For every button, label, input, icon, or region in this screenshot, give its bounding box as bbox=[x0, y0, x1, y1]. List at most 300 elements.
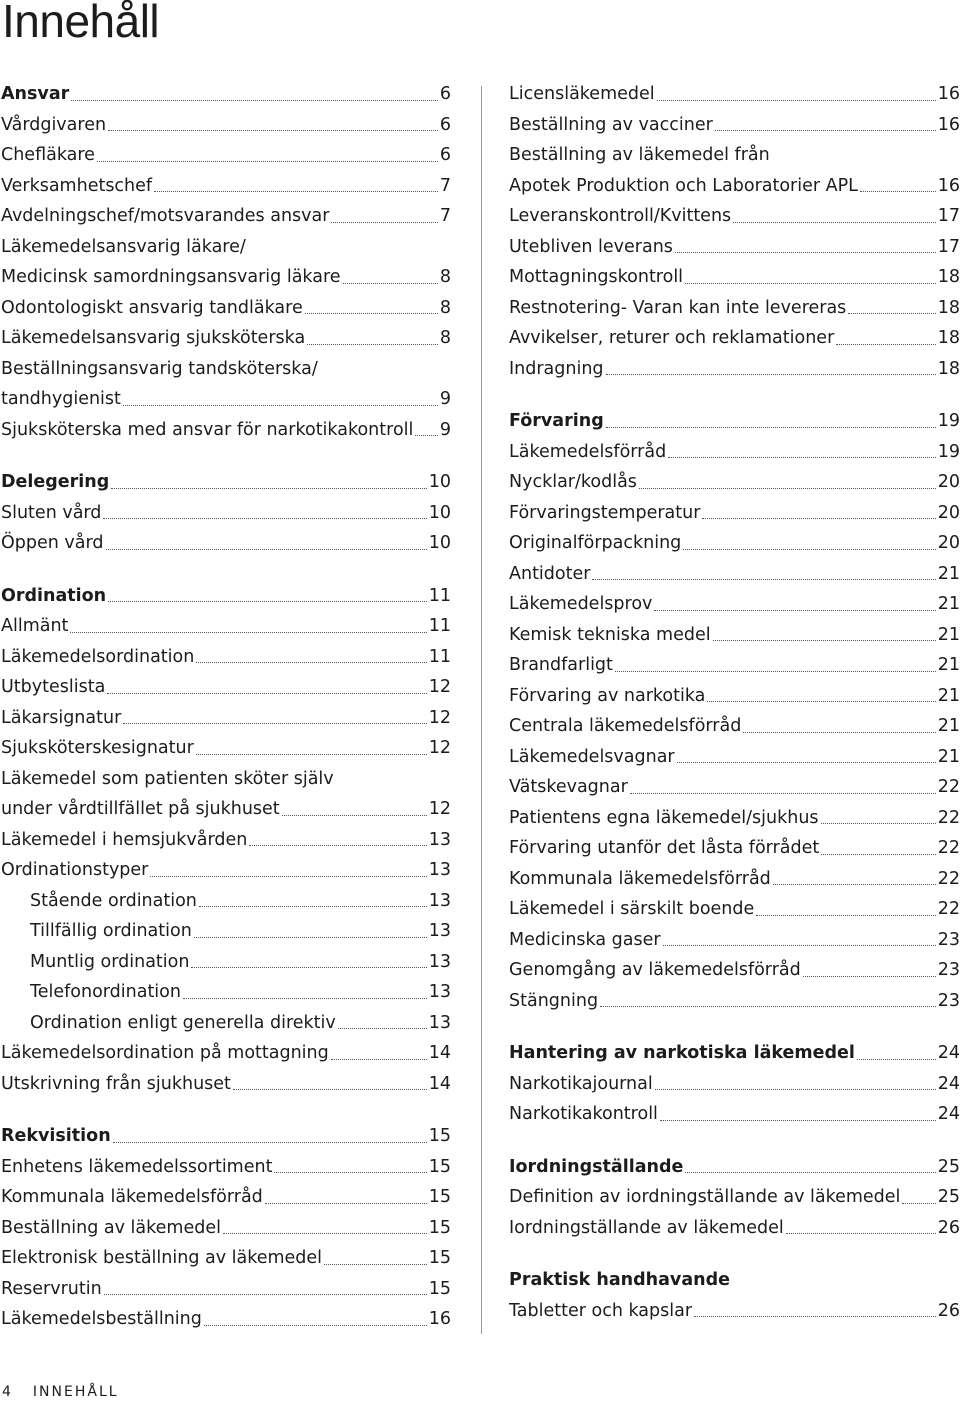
toc-dot-leader bbox=[773, 884, 936, 885]
toc-dot-leader bbox=[113, 1142, 427, 1143]
section-gap bbox=[1, 559, 451, 581]
toc-entry-title: Förvaring utanför det låsta förrådet bbox=[509, 838, 820, 858]
toc-page-number: 13 bbox=[428, 921, 451, 941]
toc-dot-leader bbox=[694, 1316, 936, 1317]
toc-entry[interactable] bbox=[509, 1213, 960, 1244]
toc-entry-title: Brandfarligt bbox=[509, 655, 613, 675]
toc-page-number: 9 bbox=[439, 389, 451, 409]
toc-section-heading[interactable] bbox=[509, 1038, 960, 1069]
toc-page-number: 16 bbox=[428, 1309, 451, 1329]
toc-entry[interactable] bbox=[509, 864, 960, 895]
toc-entry-title: Verksamhetschef bbox=[1, 175, 153, 196]
toc-entry-title: Förvaring av narkotika bbox=[509, 685, 706, 706]
toc-entry-title: Läkemedelsansvarig läkare/ bbox=[1, 236, 246, 257]
toc-entry-title: Öppen vård bbox=[1, 533, 104, 553]
toc-entry[interactable] bbox=[509, 620, 960, 651]
toc-dot-leader bbox=[194, 937, 427, 938]
toc-entry-title: Kommunala läkemedelsförråd bbox=[509, 868, 771, 889]
toc-entry-title: Beställning av vacciner bbox=[509, 114, 713, 135]
toc-entry[interactable] bbox=[509, 925, 960, 956]
toc-dot-leader bbox=[821, 854, 936, 855]
toc-page-number: 18 bbox=[937, 297, 960, 318]
toc-dot-leader bbox=[307, 344, 438, 345]
toc-entry-title: Läkemedelsförråd bbox=[509, 441, 667, 462]
toc-entry-title-continued: tandhygienist bbox=[1, 389, 121, 409]
toc-entry[interactable] bbox=[1, 323, 451, 354]
toc-page-number: 21 bbox=[937, 624, 960, 645]
toc-entry[interactable] bbox=[509, 262, 960, 293]
toc-dot-leader bbox=[715, 130, 936, 131]
toc-entry-title: Hantering av narkotiska läkemedel bbox=[509, 1043, 855, 1063]
toc-entry[interactable] bbox=[509, 833, 960, 864]
toc-dot-leader bbox=[702, 518, 935, 519]
toc-dot-leader bbox=[675, 252, 936, 253]
toc-page-number: 13 bbox=[428, 951, 451, 972]
toc-page-number: 10 bbox=[428, 502, 451, 523]
toc-page-number: 18 bbox=[937, 328, 960, 348]
toc-entry-title: Muntlig ordination bbox=[30, 951, 190, 972]
toc-page-number: 13 bbox=[428, 860, 451, 880]
toc-entry-title: Patientens egna läkemedel/sjukhus bbox=[509, 807, 819, 828]
toc-entry[interactable] bbox=[509, 1182, 960, 1213]
toc-entry[interactable] bbox=[509, 650, 960, 681]
toc-entry[interactable] bbox=[509, 110, 960, 141]
toc-entry[interactable] bbox=[509, 140, 960, 201]
toc-dot-leader bbox=[660, 1120, 936, 1121]
toc-entry-title: Chefläkare bbox=[1, 145, 95, 165]
toc-entry[interactable] bbox=[509, 986, 960, 1017]
toc-entry-title-continued: Apotek Produktion och Laboratorier APL bbox=[509, 175, 858, 196]
toc-entry-title: Genomgång av läkemedelsförråd bbox=[509, 960, 801, 980]
toc-entry[interactable] bbox=[509, 79, 960, 110]
toc-entry[interactable] bbox=[1, 703, 451, 734]
toc-entry-title: Utebliven leverans bbox=[509, 236, 673, 257]
toc-page-number: 16 bbox=[937, 84, 960, 104]
toc-page-number: 21 bbox=[937, 655, 960, 675]
toc-entry-title: Beställningsansvarig tandsköterska/ bbox=[1, 358, 318, 379]
toc-page-number: 10 bbox=[428, 472, 451, 492]
toc-entry-title: Läkemedelsordination bbox=[1, 646, 195, 667]
toc-dot-leader bbox=[108, 130, 438, 131]
toc-entry-title: Licensläkemedel bbox=[509, 84, 655, 104]
toc-page-number: 22 bbox=[937, 838, 960, 858]
toc-entry[interactable] bbox=[1, 1213, 451, 1244]
toc-dot-leader bbox=[639, 488, 936, 489]
toc-dot-leader bbox=[663, 945, 936, 946]
toc-dot-leader bbox=[668, 457, 936, 458]
toc-entry[interactable] bbox=[509, 772, 960, 803]
toc-right-column bbox=[509, 79, 960, 1326]
toc-entry-title-continued: Medicinsk samordningsansvarig läkare bbox=[1, 267, 341, 287]
page-title: Innehåll bbox=[2, 0, 160, 47]
toc-dot-leader bbox=[860, 191, 936, 192]
toc-page-number: 15 bbox=[428, 1126, 451, 1146]
toc-entry[interactable] bbox=[1, 528, 451, 559]
toc-entry[interactable] bbox=[509, 498, 960, 529]
toc-page-number: 12 bbox=[428, 738, 451, 758]
toc-page-number: 7 bbox=[439, 175, 451, 196]
toc-entry[interactable] bbox=[1, 1038, 451, 1069]
toc-dot-leader bbox=[103, 518, 426, 519]
toc-entry-title: Praktisk handhavande bbox=[509, 1270, 731, 1290]
toc-dot-leader bbox=[305, 313, 438, 314]
toc-dot-leader bbox=[713, 640, 936, 641]
toc-entry[interactable] bbox=[1, 1304, 451, 1335]
section-gap bbox=[509, 1243, 960, 1265]
toc-entry[interactable] bbox=[509, 437, 960, 468]
toc-entry-title-continued: under vårdtillfället på sjukhuset bbox=[1, 799, 280, 819]
toc-entry[interactable] bbox=[509, 894, 960, 925]
toc-dot-leader bbox=[123, 723, 426, 724]
toc-entry[interactable] bbox=[1, 977, 451, 1008]
toc-dot-leader bbox=[265, 1203, 427, 1204]
toc-page-number: 24 bbox=[937, 1073, 960, 1094]
toc-page-number: 22 bbox=[937, 868, 960, 889]
toc-entry-title: Beställning av läkemedel från bbox=[509, 145, 770, 165]
toc-dot-leader bbox=[71, 100, 438, 101]
toc-entry[interactable] bbox=[1, 672, 451, 703]
toc-page-number: 13 bbox=[428, 1012, 451, 1033]
toc-page-number: 12 bbox=[428, 707, 451, 728]
toc-entry[interactable] bbox=[1, 1182, 451, 1213]
toc-entry-title: Iordningställande bbox=[509, 1156, 684, 1177]
toc-entry[interactable] bbox=[1, 825, 451, 856]
toc-dot-leader bbox=[707, 701, 935, 702]
toc-entry-title: Läkemedel som patienten sköter själv bbox=[1, 768, 334, 789]
toc-dot-leader bbox=[756, 915, 935, 916]
toc-dot-leader bbox=[199, 906, 427, 907]
toc-dot-leader bbox=[600, 1006, 936, 1007]
toc-entry-title: Stängning bbox=[509, 990, 599, 1011]
toc-entry-title: Telefonordination bbox=[30, 982, 181, 1002]
toc-entry-title: Tabletter och kapslar bbox=[509, 1300, 693, 1321]
toc-dot-leader bbox=[154, 191, 438, 192]
toc-left-column bbox=[1, 79, 451, 1335]
toc-page-number: 11 bbox=[428, 585, 451, 606]
toc-page-number: 21 bbox=[937, 685, 960, 706]
section-gap bbox=[509, 1016, 960, 1038]
toc-entry[interactable] bbox=[509, 293, 960, 324]
toc-page-number: 23 bbox=[937, 990, 960, 1011]
toc-page-number: 21 bbox=[937, 594, 960, 614]
section-gap bbox=[509, 1130, 960, 1152]
toc-entry[interactable] bbox=[1, 611, 451, 642]
toc-page-number: 22 bbox=[937, 899, 960, 919]
toc-dot-leader bbox=[606, 427, 936, 428]
toc-entry[interactable] bbox=[509, 681, 960, 712]
toc-dot-leader bbox=[848, 313, 935, 314]
toc-entry-title: Rekvisition bbox=[1, 1126, 111, 1146]
toc-entry[interactable] bbox=[1, 642, 451, 673]
toc-dot-leader bbox=[70, 632, 426, 633]
toc-entry[interactable] bbox=[509, 1296, 960, 1327]
toc-page-number: 12 bbox=[428, 677, 451, 697]
toc-entry[interactable] bbox=[509, 354, 960, 385]
toc-page-number: 13 bbox=[428, 982, 451, 1002]
toc-page-number: 6 bbox=[439, 114, 451, 135]
toc-entry-title: Vätskevagnar bbox=[509, 777, 628, 797]
toc-page-number: 14 bbox=[428, 1043, 451, 1063]
toc-entry-title: Reservrutin bbox=[1, 1278, 102, 1299]
toc-page-number: 15 bbox=[428, 1248, 451, 1268]
toc-dot-leader bbox=[123, 405, 438, 406]
toc-entry[interactable] bbox=[1, 1243, 451, 1274]
toc-section-heading[interactable] bbox=[1, 581, 451, 612]
toc-dot-leader bbox=[606, 374, 936, 375]
toc-dot-leader bbox=[630, 793, 936, 794]
toc-dot-leader bbox=[338, 1028, 427, 1029]
toc-entry-title: Förvaringstemperatur bbox=[509, 502, 701, 523]
toc-page-number: 24 bbox=[937, 1043, 960, 1063]
toc-dot-leader bbox=[331, 222, 437, 223]
toc-page-number: 18 bbox=[937, 358, 960, 379]
toc-page-number: 17 bbox=[937, 206, 960, 226]
toc-entry-title: Utskrivning från sjukhuset bbox=[1, 1073, 231, 1094]
toc-page-number: 6 bbox=[439, 145, 451, 165]
toc-entry-title: Ordinationstyper bbox=[1, 860, 149, 880]
toc-page-number: 22 bbox=[937, 777, 960, 797]
toc-entry-title: Odontologiskt ansvarig tandläkare bbox=[1, 297, 303, 318]
toc-entry-title: Kommunala läkemedelsförråd bbox=[1, 1187, 263, 1207]
toc-dot-leader bbox=[324, 1264, 427, 1265]
toc-entry-title: Allmänt bbox=[1, 616, 69, 636]
toc-dot-leader bbox=[821, 823, 936, 824]
toc-entry[interactable] bbox=[509, 1099, 960, 1130]
toc-page-number: 22 bbox=[937, 807, 960, 828]
toc-entry-title: Ansvar bbox=[1, 84, 70, 104]
page-number: 4 bbox=[2, 1384, 11, 1400]
toc-entry[interactable] bbox=[1, 1274, 451, 1305]
toc-section-heading[interactable] bbox=[1, 467, 451, 498]
toc-section-heading[interactable] bbox=[509, 1152, 960, 1183]
toc-entry-title: Avdelningschef/motsvarandes ansvar bbox=[1, 206, 330, 226]
toc-page-number: 26 bbox=[937, 1300, 960, 1321]
toc-page-number: 16 bbox=[937, 114, 960, 135]
toc-entry[interactable] bbox=[1, 886, 451, 917]
toc-page-number: 9 bbox=[439, 419, 451, 440]
toc-dot-leader bbox=[786, 1233, 936, 1234]
toc-entry[interactable] bbox=[1, 947, 451, 978]
toc-page-number: 11 bbox=[428, 646, 451, 667]
toc-entry[interactable] bbox=[1, 201, 451, 232]
toc-page-number: 21 bbox=[937, 716, 960, 736]
toc-entry[interactable] bbox=[509, 323, 960, 354]
toc-entry[interactable] bbox=[509, 201, 960, 232]
toc-entry[interactable] bbox=[1, 1069, 451, 1100]
toc-page-number: 16 bbox=[937, 175, 960, 196]
toc-page-number: 11 bbox=[428, 616, 451, 636]
toc-entry-title: Läkemedelsordination på mottagning bbox=[1, 1043, 329, 1063]
toc-dot-leader bbox=[274, 1172, 426, 1173]
toc-dot-leader bbox=[902, 1203, 935, 1204]
toc-dot-leader bbox=[223, 1233, 427, 1234]
toc-entry-title: Avvikelser, returer och reklamationer bbox=[509, 328, 835, 348]
toc-entry-title: Sjuksköterskesignatur bbox=[1, 738, 194, 758]
toc-entry-title: Sluten vård bbox=[1, 502, 102, 523]
toc-dot-leader bbox=[685, 283, 936, 284]
toc-dot-leader bbox=[107, 693, 426, 694]
toc-entry-title: Medicinska gaser bbox=[509, 929, 661, 950]
toc-dot-leader bbox=[836, 344, 935, 345]
toc-page-number: 19 bbox=[937, 441, 960, 462]
toc-dot-leader bbox=[683, 549, 935, 550]
toc-dot-leader bbox=[733, 222, 936, 223]
toc-page-number: 23 bbox=[937, 960, 960, 980]
toc-dot-leader bbox=[249, 845, 426, 846]
toc-dot-leader bbox=[331, 1059, 427, 1060]
toc-page-number: 19 bbox=[937, 411, 960, 431]
toc-page-number: 10 bbox=[428, 533, 451, 553]
toc-entry-title: Elektronisk beställning av läkemedel bbox=[1, 1248, 323, 1268]
toc-page-number: 20 bbox=[937, 533, 960, 553]
toc-section-heading[interactable] bbox=[1, 1121, 451, 1152]
toc-page-number: 21 bbox=[937, 746, 960, 767]
toc-entry-title: Utbyteslista bbox=[1, 677, 106, 697]
toc-entry[interactable] bbox=[1, 140, 451, 171]
toc-page-number: 15 bbox=[428, 1187, 451, 1207]
toc-dot-leader bbox=[233, 1089, 427, 1090]
toc-entry[interactable] bbox=[509, 589, 960, 620]
toc-entry[interactable] bbox=[1, 855, 451, 886]
toc-entry-title: Beställning av läkemedel bbox=[1, 1217, 221, 1238]
toc-entry-title: Vårdgivaren bbox=[1, 114, 107, 135]
toc-dot-leader bbox=[415, 435, 437, 436]
toc-entry-title: Sjuksköterska med ansvar för narkotikakontroll bbox=[1, 419, 414, 440]
toc-entry-title: Förvaring bbox=[509, 411, 604, 431]
toc-entry-title: Narkotikajournal bbox=[509, 1073, 653, 1094]
toc-page-number: 23 bbox=[937, 929, 960, 950]
toc-entry-title: Läkemedelsvagnar bbox=[509, 746, 675, 767]
toc-entry[interactable] bbox=[1, 171, 451, 202]
toc-dot-leader bbox=[191, 967, 426, 968]
toc-section-heading[interactable] bbox=[509, 1265, 960, 1296]
toc-dot-leader bbox=[743, 732, 935, 733]
toc-entry-title: Restnotering- Varan kan inte levereras bbox=[509, 297, 847, 318]
toc-section-heading[interactable] bbox=[509, 406, 960, 437]
toc-page-number: 8 bbox=[439, 267, 451, 287]
toc-entry[interactable] bbox=[509, 528, 960, 559]
toc-entry[interactable] bbox=[1, 1008, 451, 1039]
toc-entry[interactable] bbox=[1, 1152, 451, 1183]
toc-dot-leader bbox=[97, 161, 438, 162]
toc-page-number: 21 bbox=[937, 563, 960, 584]
toc-entry[interactable] bbox=[1, 916, 451, 947]
toc-page-number: 20 bbox=[937, 502, 960, 523]
toc-entry-title: Läkemedelsbeställning bbox=[1, 1309, 202, 1329]
toc-entry[interactable] bbox=[1, 764, 451, 825]
toc-entry-title: Leveranskontroll/Kvittens bbox=[509, 206, 732, 226]
toc-entry-title: Originalförpackning bbox=[509, 533, 682, 553]
toc-entry-title: Centrala läkemedelsförråd bbox=[509, 716, 742, 736]
toc-entry-title: Nycklar/kodlås bbox=[509, 472, 637, 492]
section-gap bbox=[509, 384, 960, 406]
toc-entry[interactable] bbox=[1, 354, 451, 415]
toc-dot-leader bbox=[150, 876, 426, 877]
toc-page-number: 6 bbox=[439, 84, 451, 104]
toc-page-number: 8 bbox=[439, 297, 451, 318]
toc-entry-title: Indragning bbox=[509, 358, 604, 379]
toc-entry-title: Stående ordination bbox=[30, 890, 197, 911]
toc-dot-leader bbox=[196, 754, 427, 755]
toc-entry-title: Läkemedelsprov bbox=[509, 594, 653, 614]
toc-entry[interactable] bbox=[509, 711, 960, 742]
toc-dot-leader bbox=[685, 1172, 935, 1173]
toc-page-number: 20 bbox=[937, 472, 960, 492]
toc-dot-leader bbox=[592, 579, 935, 580]
toc-dot-leader bbox=[106, 549, 427, 550]
toc-dot-leader bbox=[282, 815, 427, 816]
toc-section-heading[interactable] bbox=[1, 79, 451, 110]
toc-page-number: 24 bbox=[937, 1104, 960, 1124]
toc-dot-leader bbox=[657, 100, 936, 101]
toc-entry[interactable] bbox=[1, 415, 451, 446]
toc-page-number: 7 bbox=[439, 206, 451, 226]
toc-page-number: 14 bbox=[428, 1073, 451, 1094]
toc-dot-leader bbox=[196, 662, 426, 663]
toc-entry[interactable] bbox=[509, 467, 960, 498]
footer-label: INNEHÅLL bbox=[32, 1384, 119, 1400]
toc-entry-title: Enhetens läkemedelssortiment bbox=[1, 1156, 273, 1177]
toc-dot-leader bbox=[655, 1089, 936, 1090]
toc-dot-leader bbox=[803, 976, 936, 977]
toc-entry-title: Ordination bbox=[1, 585, 107, 606]
toc-entry[interactable] bbox=[1, 498, 451, 529]
toc-entry[interactable] bbox=[1, 110, 451, 141]
toc-dot-leader bbox=[615, 671, 936, 672]
toc-entry[interactable] bbox=[509, 955, 960, 986]
toc-page-number: 12 bbox=[428, 799, 451, 819]
toc-page-number: 13 bbox=[428, 890, 451, 911]
toc-entry[interactable] bbox=[1, 733, 451, 764]
toc-entry[interactable] bbox=[509, 742, 960, 773]
toc-entry[interactable] bbox=[509, 232, 960, 263]
toc-entry-title: Läkarsignatur bbox=[1, 707, 122, 728]
page-footer bbox=[2, 1384, 119, 1400]
toc-page-number: 25 bbox=[937, 1187, 960, 1207]
column-divider bbox=[481, 86, 482, 1334]
toc-page-number: 15 bbox=[428, 1217, 451, 1238]
toc-entry-title: Tillfällig ordination bbox=[30, 921, 192, 941]
toc-dot-leader bbox=[111, 488, 426, 489]
toc-entry-title: Kemisk tekniska medel bbox=[509, 624, 711, 645]
toc-entry[interactable] bbox=[1, 293, 451, 324]
toc-entry[interactable] bbox=[509, 803, 960, 834]
toc-dot-leader bbox=[108, 601, 427, 602]
toc-entry-title: Läkemedelsansvarig sjuksköterska bbox=[1, 328, 306, 348]
toc-entry-title: Definition av iordningställande av läkemedel bbox=[509, 1187, 901, 1207]
toc-dot-leader bbox=[343, 283, 438, 284]
toc-dot-leader bbox=[677, 762, 936, 763]
toc-page-number: 15 bbox=[428, 1156, 451, 1177]
toc-page-number: 13 bbox=[428, 829, 451, 850]
toc-dot-leader bbox=[104, 1294, 427, 1295]
toc-entry-title: Antidoter bbox=[509, 563, 591, 584]
toc-dot-leader bbox=[857, 1059, 936, 1060]
toc-entry-title: Mottagningskontroll bbox=[509, 267, 684, 287]
toc-entry-title: Läkemedel i särskilt boende bbox=[509, 899, 755, 919]
toc-entry-title: Iordningställande av läkemedel bbox=[509, 1217, 784, 1238]
toc-entry-title: Delegering bbox=[1, 472, 110, 492]
toc-page-number: 25 bbox=[937, 1156, 960, 1177]
toc-entry-title: Läkemedel i hemsjukvården bbox=[1, 829, 248, 850]
toc-entry[interactable] bbox=[1, 232, 451, 293]
toc-dot-leader bbox=[654, 610, 935, 611]
toc-page-number: 17 bbox=[937, 236, 960, 257]
toc-entry[interactable] bbox=[509, 559, 960, 590]
toc-page-number: 8 bbox=[439, 328, 451, 348]
toc-entry[interactable] bbox=[509, 1069, 960, 1100]
toc-entry-title: Ordination enligt generella direktiv bbox=[30, 1012, 336, 1033]
